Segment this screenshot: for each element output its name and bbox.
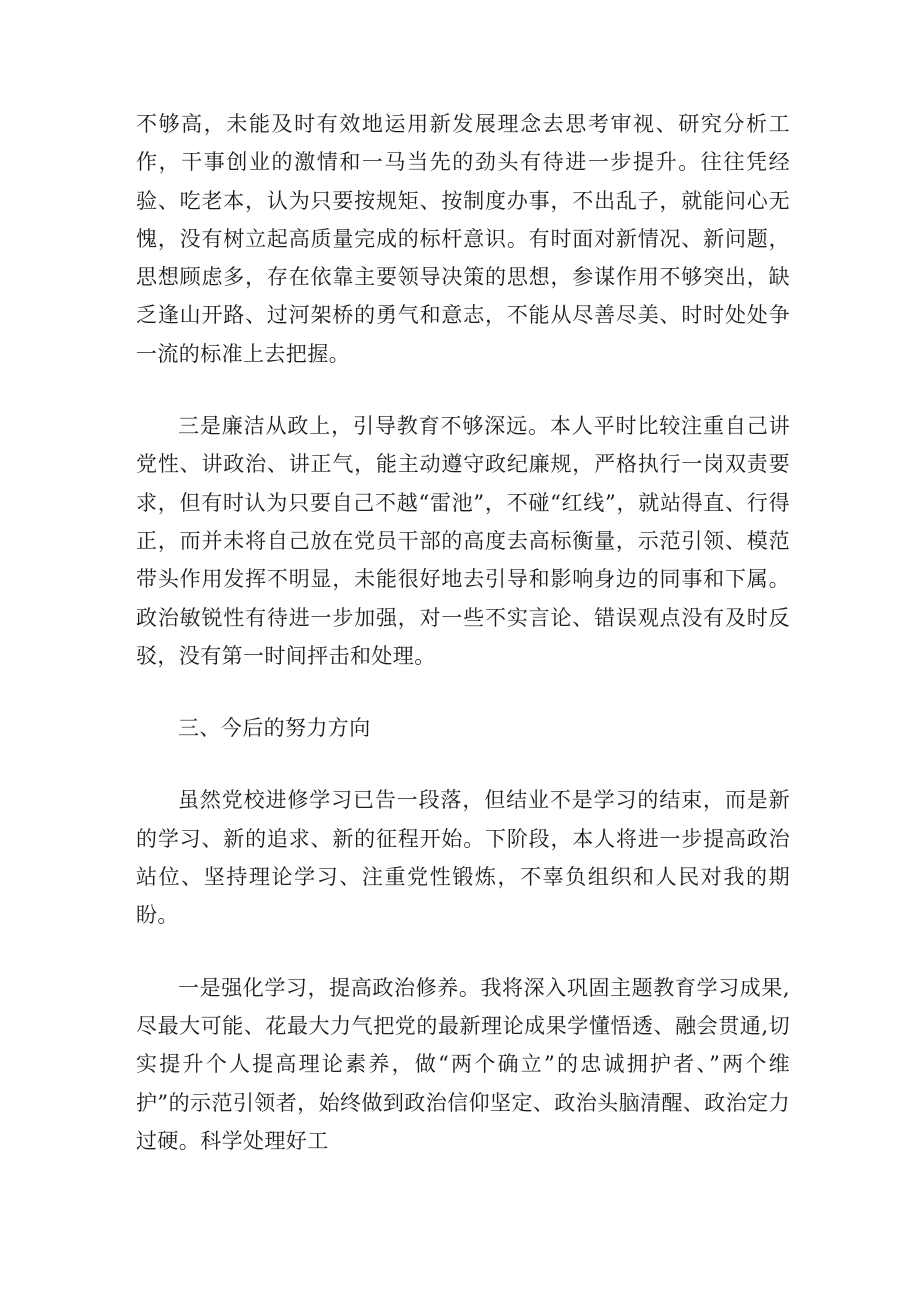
paragraph-integrity: 三是廉洁从政上，引导教育不够深远。本人平时比较注重自己讲党性、讲政治、讲正气，能主动遵守政纪廉规，严格执行一岗双责要求，但有时认为只要自己不越“雷池”，不碰“红线”，就站得直、行得正，而并未将自己放在党员干部的高度去高标衡量，示范引领、模范带头作用发挥不明显，未能很好地去引导和影响身边的同事和下属。政治敏锐性有待进一步加强，对一些不实言论、错误观点没有及时反驳，没有第一时间抨击和处理。 (136, 414, 790, 668)
paragraph-future-direction: 虽然党校进修学习已告一段落，但结业不是学习的结束，而是新的学习、新的追求、新的征程开始。下阶段，本人将进一步提高政治站位、坚持理论学习、注重党性锻炼，不辜负组织和人民对我的期盼。 (136, 788, 790, 928)
paragraph-continuation: 不够高，未能及时有效地运用新发展理念去思考审视、研究分析工作，干事创业的激情和一马当先的劲头有待进一步提升。往往凭经验、吃老本，认为只要按规矩、按制度办事，不出乱子，就能问心无愧，没有树立起高质量完成的标杆意识。有时面对新情况、新问题，思想顾虑多，存在依靠主要领导决策的思想，参谋作用不够突出，缺乏逢山开路、过河架桥的勇气和意志，不能从尽善尽美、时时处处争一流的标准上去把握。 (136, 112, 790, 366)
document-body (136, 105, 790, 1160)
section-heading: 三、今后的努力方向 (178, 716, 371, 741)
paragraph-strengthen-learning: 一是强化学习，提高政治修养。我将深入巩固主题教育学习成果,尽最大可能、花最大力气把党的最新理论成果学懂悟透、融会贯通,切实提升个人提高理论素养，做“两个确立”的忠诚拥护者、”两个维护”的示范引领者，始终做到政治信仰坚定、政治头脑清醒、政治定力过硬。科学处理好工 (136, 975, 790, 1153)
